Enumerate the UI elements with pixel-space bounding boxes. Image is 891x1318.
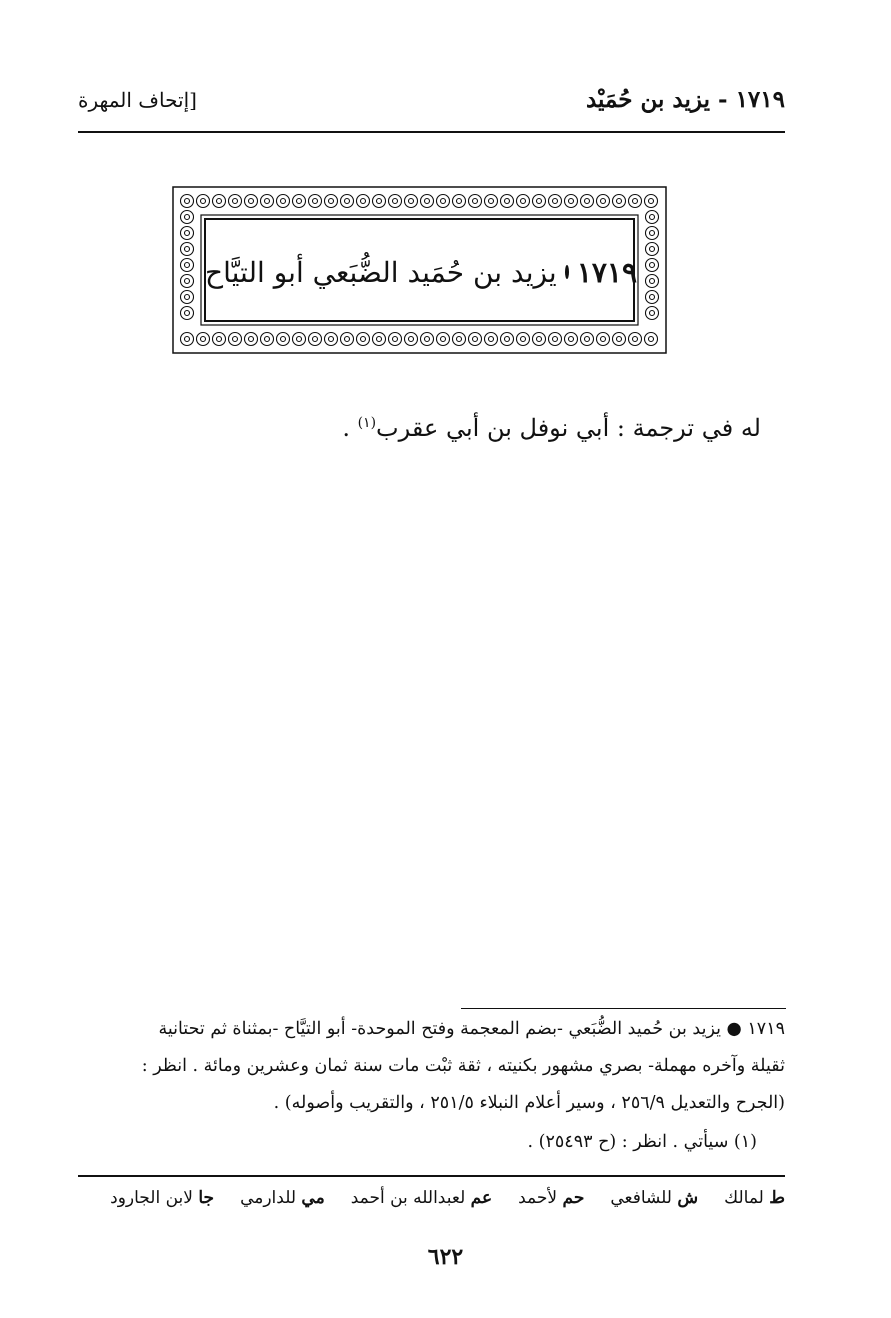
book-title: [إتحاف المهرة: [78, 88, 197, 112]
footnote-line: ١٧١٩ ● يزيد بن حُميد الضُّبَعي -بضم المعجمة وفتح الموحدة- أبو التيَّاح -بمثناة ثم تحتانية: [158, 1019, 785, 1039]
entry-title: ١٧١٩ - يزيد بن حُمَيْد: [585, 86, 785, 113]
footnote-divider: [461, 1008, 786, 1009]
main-text: [342, 414, 761, 442]
entry-name: يزيد بن حُمَيد الضُّبَعي أبو التيَّاح: [205, 255, 557, 289]
main-end: .: [342, 414, 358, 442]
legend-item: حم لأحمد: [518, 1188, 585, 1208]
abbreviation-legend: [110, 1188, 785, 1208]
legend-item: جا لابن الجارود: [110, 1188, 215, 1208]
header-divider: [78, 131, 785, 133]
footnote-ref: (١): [357, 415, 377, 431]
footnote-line: ثقيلة وآخره مهملة- بصري مشهور بكنيته ، ثقة ثبْت مات سنة ثمان وعشرين ومائة . انظر :: [141, 1056, 785, 1076]
footnote-line: (١) سيأتي . انظر : (ح ٢٥٤٩٣) .: [527, 1132, 757, 1152]
legend-item: ش للشافعي: [610, 1188, 699, 1208]
legend-item: عم لعبدالله بن أحمد: [350, 1188, 493, 1208]
bullet-icon: [565, 265, 569, 279]
legend-divider: [78, 1175, 785, 1177]
entry-heading: [205, 220, 637, 324]
entry-number: ١٧١٩: [576, 255, 637, 289]
footnote-line: (الجرح والتعديل ٢٥٦/٩ ، وسير أعلام النبلاء ٢٥١/٥ ، والتقريب وأصوله) .: [273, 1093, 785, 1113]
legend-item: ط لمالك: [724, 1188, 785, 1208]
page-number: ٦٢٢: [427, 1244, 464, 1270]
main-sentence: له في ترجمة : أبي نوفل بن أبي عقرب: [376, 414, 761, 442]
legend-item: مي للدارمي: [240, 1188, 325, 1208]
